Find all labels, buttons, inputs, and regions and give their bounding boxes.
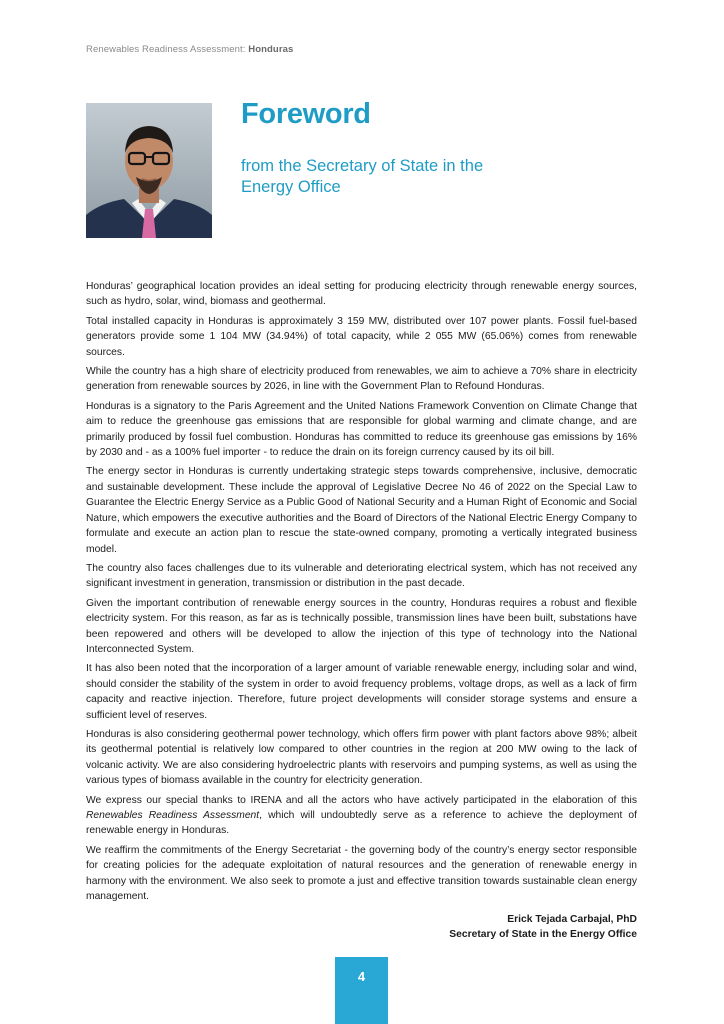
author-portrait — [86, 103, 212, 238]
thanks-text-before: We express our special thanks to IRENA and all the actors who have actively participated in the elaboration of this — [86, 794, 637, 806]
foreword-body — [86, 279, 637, 908]
paragraph: Honduras’ geographical location provides an ideal setting for producing electricity through renewable energy sources, such as hydro, solar, wind, biomass and geothermal. — [86, 281, 637, 308]
closing-paragraph: We reaffirm the commitments of the Energy Secretariat - the governing body of the country’s energy sector responsible for creating policies for the adequate exploitation of natural resources and the generation of renewable energy in harmony with the environment. We also seek to promote a just and effective transition towards sustainable clean energy management. — [86, 844, 637, 903]
signatory-role: Secretary of State in the Energy Office — [449, 929, 637, 941]
page-subtitle: from the Secretary of State in the Energy Office — [241, 157, 484, 196]
paragraph: While the country has a high share of electricity produced from renewables, we aim to achieve a 70% share in electricity generation from renewable sources by 2026, in line with the Government Plan to Refound Honduras. — [86, 366, 637, 393]
paragraph: The energy sector in Honduras is currently undertaking strategic steps towards comprehensive, inclusive, democratic and sustainable development. These include the approval of Legislative Decree No 46 of 2022 on the Special Law to Guarantee the Electric Energy Service as a Public Good of National Security and a Human Right of Economic and Social Nature, which empowers the executive authorities and the Board of Directors of the National Electric Energy Company to formulate and execute an action plan to rescue the state-owned company, promoting a vertically integrated business model. — [86, 466, 637, 555]
running-header-country: Honduras — [248, 44, 294, 55]
paragraph: Honduras is also considering geothermal power technology, which offers firm power with plant factors above 98%; albeit its geothermal potential is relatively low compared to other countries in the region at 200 MW owing to the lack of volcanic activity. We are also considering hydroelectric plants with reservoirs and pumping systems, as well as using the various types of biomass available in the country for electricity generation. — [86, 728, 637, 787]
running-header — [86, 44, 293, 55]
page-title: Foreword — [241, 98, 371, 130]
paragraph: The country also faces challenges due to its vulnerable and deteriorating electrical system, which has not received any significant investment in generation, transmission or distribution in the past decade. — [86, 562, 637, 590]
thanks-text-after: , which will undoubtedly serve as a reference to achieve the deployment of renewable energy in Honduras. — [86, 810, 638, 837]
signatory-name: Erick Tejada Carbajal, PhD — [507, 914, 637, 925]
signature-block — [449, 912, 637, 943]
paragraph: Total installed capacity in Honduras is approximately 3 159 MW, distributed over 107 power plants. Fossil fuel-based generators provide some 1 104 MW (34.94%) of total capacity, while 2 055 MW (65.06%) comes from renewable sources. — [86, 315, 637, 358]
thanks-paragraph — [86, 793, 637, 839]
paragraph: It has also been noted that the incorporation of a larger amount of variable renewable energy, including solar and wind, should consider the stability of the system in order to avoid frequency problems, voltage drops, as well as a lack of firm capacity and reactive injection. Therefore, future project developments will consider storage systems and ensure a sufficient level of reserves. — [86, 663, 637, 721]
page-number: 4 — [335, 957, 388, 1024]
report-title-emphasis: Renewables Readiness Assessment — [86, 810, 260, 821]
paragraph: Given the important contribution of renewable energy sources in the country, Honduras requires a robust and flexible electricity system. For this reason, as far as is technically possible, transmission lines have been built, substations have been repowered and others will be developed to allow the injection of this type of technology into the National Interconnected System. — [86, 597, 637, 655]
paragraph: Honduras is a signatory to the Paris Agreement and the United Nations Framework Convention on Climate Change that aim to reduce the greenhouse gas emissions that are responsible for global warming and climate change, and are primarily produced by fossil fuel combustion. Honduras has committed to reduce its greenhouse gas emissions by 16% by 2030 and - as a 100% fuel importer - to reduce the drain on its foreign currency caused by its oil bill. — [86, 400, 637, 459]
running-header-prefix: Renewables Readiness Assessment: — [86, 44, 249, 55]
